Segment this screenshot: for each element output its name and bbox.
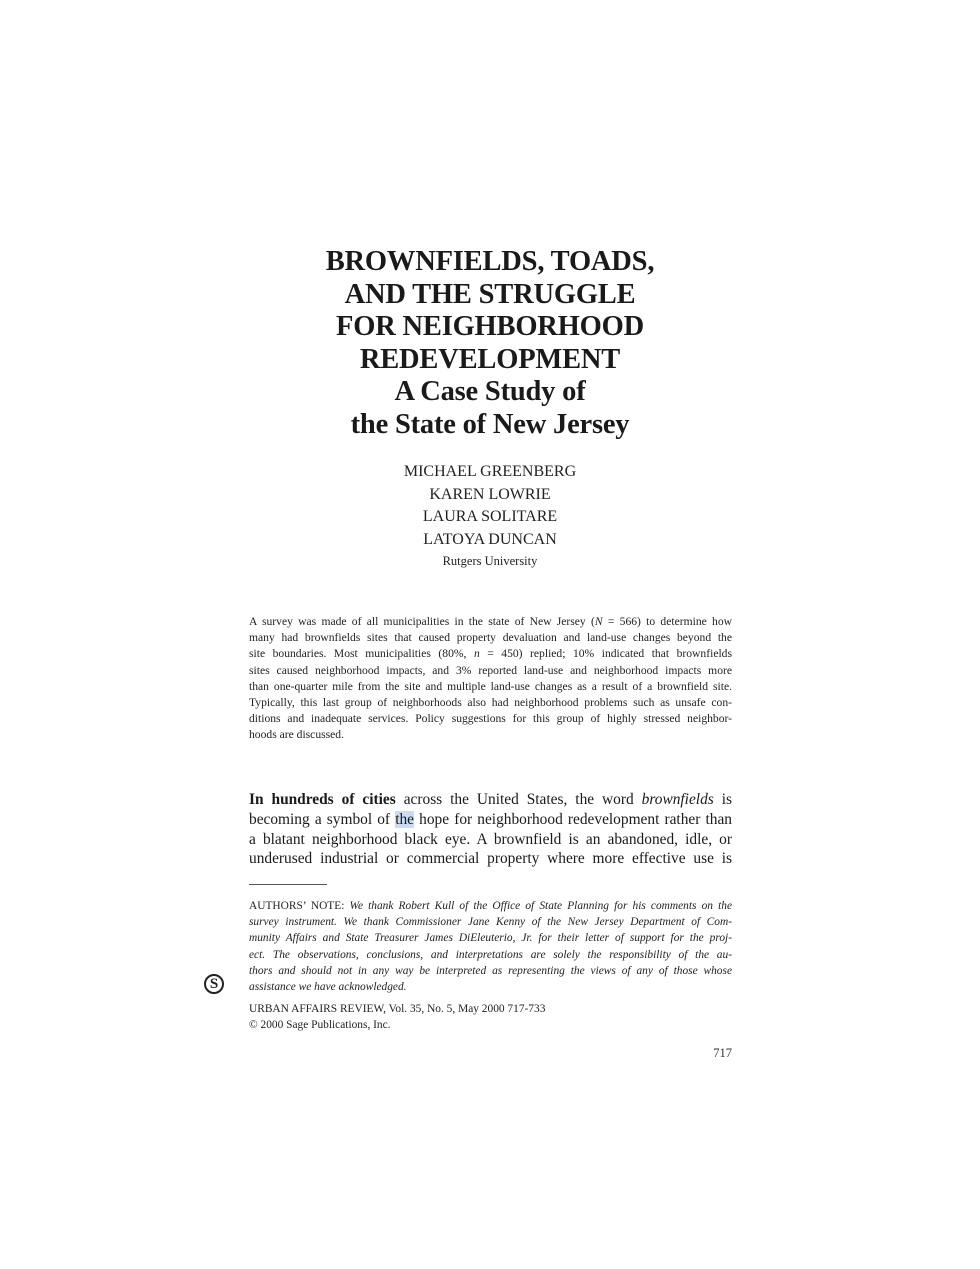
page-number: 717 [713, 1046, 732, 1060]
text: hope for neighborhood redevelopment rather than [414, 810, 732, 828]
author-name: MICHAEL GREENBERG [403, 463, 577, 480]
body-line [249, 810, 732, 830]
text: across the United States, the word [395, 791, 642, 808]
journal-info [249, 1001, 545, 1033]
journal-citation: URBAN AFFAIRS REVIEW, Vol. 35, No. 5, May 2000 717-733 [249, 1003, 546, 1015]
lead-in-bold: In hundreds of cities [249, 791, 396, 808]
abstract-line [249, 646, 732, 662]
authors-note [249, 898, 732, 995]
author-name: LATOYA DUNCAN [423, 530, 557, 548]
body-line: a blatant neighborhood black eye. A brownfield is an abandoned, idle, or [249, 830, 732, 848]
abstract-line [249, 614, 732, 630]
note-line: assistance we have acknowledged. [249, 981, 407, 994]
title-line: REDEVELOPMENT [359, 343, 621, 375]
note-line: survey instrument. We thank Commissioner Jane Kenny of the New Jersey Department of Com- [249, 916, 732, 929]
note-line: munity Affairs and State Treasurer James DiEleuterio, Jr. for their letter of support for the proj- [249, 932, 732, 945]
italic-variable: N [594, 615, 603, 628]
text-selection-highlight[interactable]: the [395, 810, 415, 828]
body-line [249, 790, 732, 810]
note-line [249, 898, 732, 914]
abstract-line: many had brownfields sites that caused property devaluation and land-use changes beyond the [249, 631, 732, 645]
note-label: AUTHORS’ NOTE: [249, 900, 350, 912]
author-name: LAURA SOLITARE [422, 508, 558, 525]
abstract [249, 614, 732, 744]
body-paragraph[interactable] [249, 790, 732, 869]
sage-publisher-logo-icon: S [204, 974, 224, 994]
title-line: BROWNFIELDS, TOADS, [325, 246, 655, 277]
subtitle-line: A Case Study of [394, 376, 586, 407]
text: = 566) to determine how [602, 615, 733, 628]
italic-term: brownfields [641, 791, 714, 808]
author-list [0, 461, 980, 571]
body-line: underused industrial or commercial property where more effective use is [249, 850, 732, 868]
article-title [0, 246, 980, 441]
note-line: ect. The observations, conclusions, and interpretations are solely the responsibility of the au- [249, 948, 732, 961]
author-affiliation: Rutgers University [442, 554, 538, 568]
text: becoming a symbol of [249, 810, 396, 828]
text: is [713, 791, 732, 808]
title-line: AND THE STRUGGLE [344, 278, 636, 310]
text: site boundaries. Most municipalities (80%, [249, 647, 474, 661]
text: = 450) replied; 10% indicated that brownfields [479, 647, 732, 661]
author-name: KAREN LOWRIE [429, 485, 551, 503]
text: We thank Robert Kull of the Office of State Planning for his comments on the [349, 900, 733, 912]
text: A survey was made of all municipalities in the state of New Jersey ( [249, 615, 595, 628]
abstract-line: hoods are discussed. [249, 728, 344, 742]
footnote-divider [249, 884, 327, 885]
italic-variable: n [473, 647, 480, 661]
note-line: thors and should not in any way be interpreted as representing the views of any of those whose [249, 964, 732, 977]
copyright-notice: © 2000 Sage Publications, Inc. [249, 1019, 391, 1031]
abstract-line: sites caused neighborhood impacts, and 3% reported land-use and neighborhood impacts more [249, 663, 732, 677]
subtitle-line: the State of New Jersey [350, 408, 630, 440]
abstract-line: ditions and inadequate services. Policy suggestions for this group of highly stressed neighbor- [249, 712, 732, 726]
abstract-line: Typically, this last group of neighborhoods also had neighborhood problems such as unsafe con- [249, 696, 732, 710]
abstract-line: than one-quarter mile from the site and multiple land-use changes as a result of a brownfield site. [249, 679, 732, 693]
title-line: FOR NEIGHBORHOOD [336, 311, 644, 342]
